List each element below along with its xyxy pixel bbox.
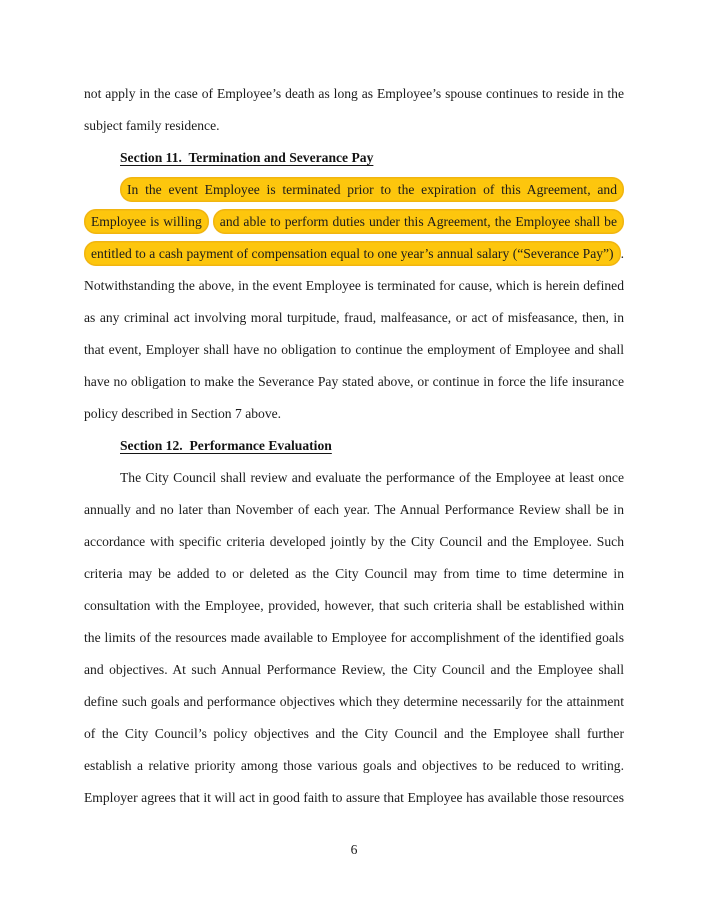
text-line <box>84 718 624 750</box>
text-line <box>84 782 624 814</box>
text-segment: of the City Council’s policy objectives and the City Council and the Employee shall further <box>84 726 624 741</box>
text-segment: define such goals and performance objectives which they determine necessarily for the attainment <box>84 694 624 709</box>
text-segment: . <box>620 246 624 261</box>
text-segment: the limits of the resources made available to Employee for accomplishment of the identified goals <box>84 630 624 645</box>
text-line <box>84 238 624 270</box>
text-segment: establish a relative priority among those various goals and objectives to be reduced to writing. <box>84 758 624 773</box>
highlight-segment: entitled to a cash payment of compensation equal to one year’s annual salary (“Severance Pay”) <box>84 241 621 266</box>
text-segment: consultation with the Employee, provided, however, that such criteria shall be established within <box>84 598 624 613</box>
text-line <box>84 366 624 398</box>
section-heading <box>84 430 624 462</box>
text-line <box>84 494 624 526</box>
text-segment: policy described in Section 7 above. <box>84 406 282 421</box>
highlight-segment: In the event Employee is terminated prior to the expiration of this Agreement, and <box>120 177 624 202</box>
highlight-segment: Employee is willing <box>84 209 209 234</box>
text-segment: criteria may be added to or deleted as the City Council may from time to time determine in <box>84 566 624 581</box>
text-segment: annually and no later than November of each year. The Annual Performance Review shall be in <box>84 502 624 517</box>
text-segment: subject family residence. <box>84 118 220 133</box>
text-line <box>84 270 624 302</box>
document-body <box>84 78 624 866</box>
text-line <box>84 174 624 206</box>
heading-text: Section 12. Performance Evaluation <box>120 438 332 453</box>
heading-text: Section 11. Termination and Severance Pay <box>120 150 374 165</box>
text-line <box>84 206 624 238</box>
text-segment: not apply in the case of Employee’s death as long as Employee’s spouse continues to reside in the <box>84 86 624 101</box>
page-number <box>84 834 624 866</box>
text-segment: have no obligation to make the Severance Pay stated above, or continue in force the life insurance <box>84 374 624 389</box>
text-line <box>84 558 624 590</box>
text-line <box>84 622 624 654</box>
text-segment: accordance with specific criteria developed jointly by the City Council and the Employee. Such <box>84 534 624 549</box>
text-line <box>84 686 624 718</box>
section-heading <box>84 142 624 174</box>
text-line <box>84 750 624 782</box>
text-line <box>84 654 624 686</box>
highlight-segment: and able to perform duties under this Agreement, the Employee shall be <box>213 209 624 234</box>
text-line <box>84 302 624 334</box>
text-line <box>84 334 624 366</box>
text-line <box>84 398 624 430</box>
text-segment: that event, Employer shall have no obligation to continue the employment of Employee and shall <box>84 342 624 357</box>
text-line <box>84 462 624 494</box>
text-segment: 6 <box>350 842 358 857</box>
text-segment: Employer agrees that it will act in good faith to assure that Employee has available those resources <box>84 790 624 805</box>
text-segment: Notwithstanding the above, in the event Employee is terminated for cause, which is herein defined <box>84 278 624 293</box>
text-segment: The City Council shall review and evaluate the performance of the Employee at least once <box>120 470 624 485</box>
text-line <box>84 526 624 558</box>
text-segment: and objectives. At such Annual Performance Review, the City Council and the Employee shall <box>84 662 624 677</box>
text-segment: as any criminal act involving moral turpitude, fraud, malfeasance, or act of misfeasance, then, in <box>84 310 624 325</box>
text-line <box>84 78 624 110</box>
text-line <box>84 110 624 142</box>
text-line <box>84 590 624 622</box>
